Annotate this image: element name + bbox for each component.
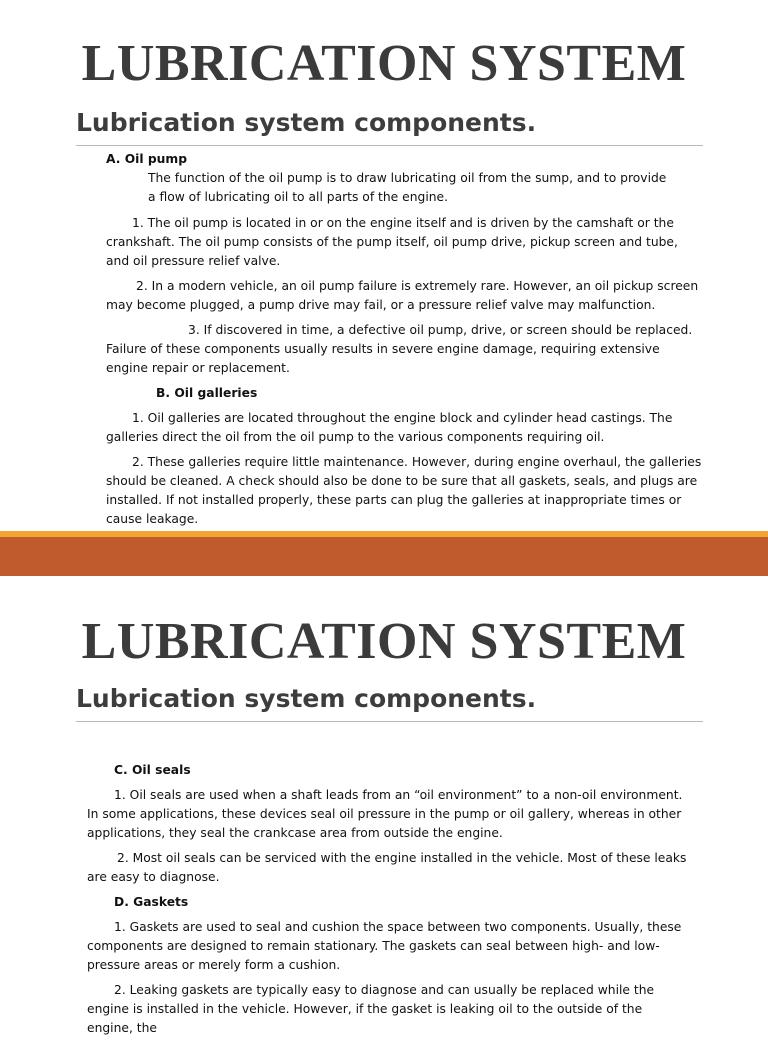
intro-line: a flow of lubricating oil to all parts of the engine.	[148, 190, 449, 204]
title-divider	[76, 721, 703, 722]
paragraph: 1. Oil galleries are located throughout the engine block and cylinder head castings. The galleries direct the oil from the oil pump to the various components requiring oil.	[106, 411, 673, 444]
slide-title: LUBRICATION SYSTEM	[81, 613, 687, 670]
slide-subtitle: Lubrication system components.	[76, 684, 537, 713]
slide-separator-band	[0, 537, 768, 576]
paragraph: 2. Most oil seals can be serviced with the engine installed in the vehicle. Most of these leaks are easy to diagnose.	[87, 851, 687, 884]
section-heading-oil-galleries: B. Oil galleries	[156, 386, 258, 400]
slide-body	[87, 761, 687, 1044]
slide-subtitle: Lubrication system components.	[76, 108, 537, 137]
paragraph: 2. Leaking gaskets are typically easy to diagnose and can usually be replaced while the engine is installed in the vehicle. However, if the gasket is leaking oil to the outside of the engine, the	[87, 983, 655, 1035]
intro-paragraph	[106, 169, 702, 207]
paragraph: 1. Gaskets are used to seal and cushion the space between two components. Usually, these components are designed to remain stationary. The gaskets can seal between high- and low-pressure areas or merely form a cushion.	[87, 920, 682, 972]
section-heading-gaskets: D. Gaskets	[114, 895, 189, 909]
paragraph: 2. In a modern vehicle, an oil pump failure is extremely rare. However, an oil pickup screen may become plugged, a pump drive may fail, or a pressure relief valve may malfunction.	[106, 279, 699, 312]
slide-body	[106, 150, 702, 535]
paragraph: 3. If discovered in time, a defective oil pump, drive, or screen should be replaced. Failure of these components usually results in severe engine damage, requiring extensive engine repair or replacement.	[106, 323, 693, 375]
paragraph: 2. These galleries require little maintenance. However, during engine overhaul, the galleries should be cleaned. A check should also be done to be sure that all gaskets, seals, and plugs are installed. If not installed properly, these parts can plug the galleries at inappropriate times or cause leakage.	[106, 455, 702, 526]
paragraph: 1. The oil pump is located in or on the engine itself and is driven by the camshaft or the crankshaft. The oil pump consists of the pump itself, oil pump drive, pickup screen and tube, and oil pressure relief valve.	[106, 216, 678, 268]
section-heading-oil-pump: A. Oil pump	[106, 152, 188, 166]
paragraph: 1. Oil seals are used when a shaft leads from an “oil environment” to a non-oil environment. In some applications, these devices seal oil pressure in the pump or oil gallery, whereas in other applications, they seal the crankcase area from outside the engine.	[87, 788, 683, 840]
section-heading-oil-seals: C. Oil seals	[114, 763, 191, 777]
slide-2	[0, 576, 768, 1035]
title-divider	[76, 145, 703, 146]
slide-title: LUBRICATION SYSTEM	[81, 35, 687, 92]
intro-line: The function of the oil pump is to draw lubricating oil from the sump, and to provide	[148, 171, 667, 185]
